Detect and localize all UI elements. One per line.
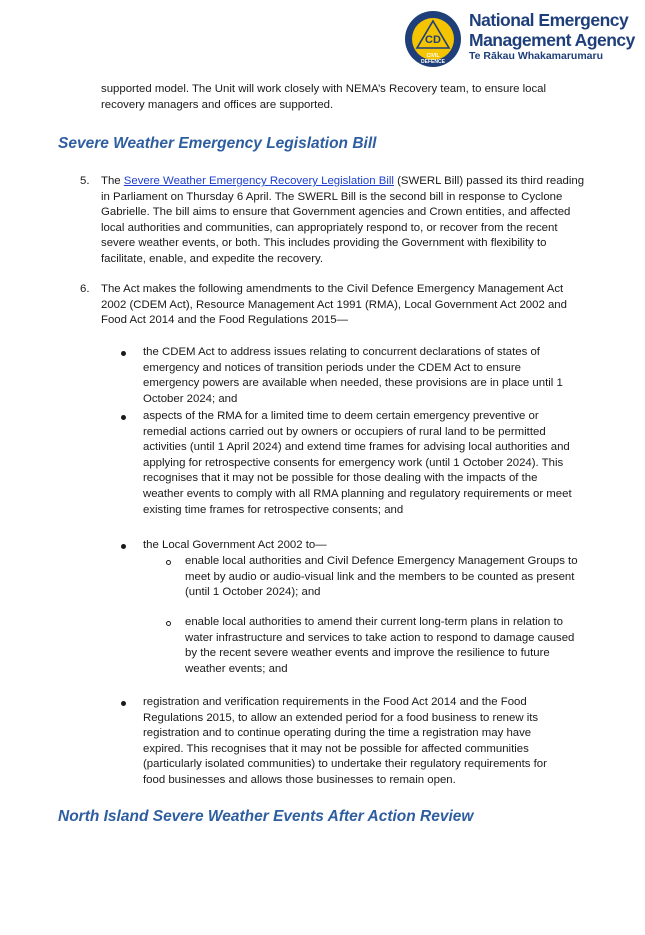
item-5-line-6: facilitate, enable, and expedite the recovery. [101, 252, 324, 265]
sub-1-line-3: (until 1 October 2024); and [185, 586, 321, 599]
item-6-line-1: The Act makes the following amendments to the Civil Defence Emergency Management Act [101, 283, 564, 295]
item-6-paragraph [101, 282, 588, 329]
swerl-bill-link[interactable]: Severe Weather Emergency Recovery Legislation Bill [123, 175, 394, 187]
bullet-4-line-1: registration and verification requirements in the Food Act 2014 and the Food [143, 696, 527, 708]
sub-1-line-1: enable local authorities and Civil Defence Emergency Management Groups to [185, 555, 578, 567]
sub-2-line-1: enable local authorities to amend their current long-term plans in relation to [185, 616, 563, 628]
bullet-1-line-2: emergency and notices of transition periods under the CDEM Act to ensure [143, 361, 521, 374]
bullet-4-line-6: food businesses and allows those businesses to remain open. [143, 773, 456, 786]
item-5-line-5: severe weather events, or both. This includes providing the Government with flexibility to [101, 237, 547, 250]
bullet-4-line-5: (particularly isolated communities) to undertake their regulatory requirements for [143, 758, 547, 771]
logo-line-3: Te Rākau Whakamarumaru [469, 50, 604, 62]
bullet-1-line-4: October 2024; and [143, 392, 238, 405]
nema-logo [404, 8, 640, 66]
bullet-2-line-4: applying for retrospective consents for emergency work (until 1 October 2024). This [143, 456, 564, 469]
bullet-4-line-2: Regulations 2015, to allow an extended period for a food business to renew its [143, 711, 539, 724]
intro-line-2: recovery managers and offices are supported. [101, 98, 334, 111]
item-5-line-3: Gabrielle. The bill aims to ensure that Government agencies and Crown entities, and affected [101, 206, 571, 219]
bullet-rma [143, 409, 588, 518]
item-5-pre-link: The [101, 175, 124, 187]
bullet-4-line-4: expired. This recognises that it may not be possible for affected communities [143, 742, 529, 755]
item-5-line-1 [101, 174, 588, 190]
bullet-dot [121, 351, 126, 356]
sub-bullet-circle [166, 621, 171, 626]
civil-defence-badge-icon [404, 10, 462, 68]
bullet-1-line-3: emergency powers are available when needed, these provisions are in place until 1 [143, 377, 563, 390]
item-number-5: 5. [80, 175, 90, 187]
bullet-2-line-6: weather events to comply with all RMA planning and regulatory requirements or meet [143, 487, 572, 500]
bullet-2-line-2: remedial actions carried out by owners or occupiers of rural land to be permitted [143, 425, 546, 438]
item-6-line-2: 2002 (CDEM Act), Resource Management Act 1991 (RMA), Local Government Act 2002 and [101, 298, 567, 311]
item-6-line-3: Food Act 2014 and the Food Regulations 2015— [101, 314, 348, 327]
section-heading-after-action-review: North Island Severe Weather Events After Action Review [58, 808, 474, 825]
bullet-2-line-3: activities (until 1 April 2024) and extend time frames for advising local authorities and [143, 441, 570, 454]
section-heading-swerl: Severe Weather Emergency Legislation Bill [58, 135, 377, 152]
bullet-dot [121, 544, 126, 549]
sub-2-line-2: water infrastructure and services to take action to respond to damage caused [185, 631, 575, 644]
bullet-4-line-3: registration and to continue operating during the time a registration may have [143, 727, 532, 740]
bullet-local-government-act: the Local Government Act 2002 to— [143, 539, 327, 551]
logo-line-2: Management Agency [469, 30, 635, 50]
logo-line-1: National Emergency [469, 10, 629, 30]
sub-1-line-2: meet by audio or audio-visual link and the members to be counted as present [185, 570, 575, 583]
badge-word-civil: CIVIL [426, 53, 440, 59]
item-5-line-2: in Parliament on Thursday 6 April. The SWERL Bill is the second bill in response to Cyclone [101, 190, 563, 203]
item-5-line-4: local authorities and communities, can appropriately respond to, or recover from the recent [101, 221, 558, 234]
badge-letters: CD [425, 34, 441, 46]
item-5-paragraph [101, 174, 588, 268]
bullet-dot [121, 701, 126, 706]
bullet-2-line-5: recognises that it may not be possible for those dealing with the impacts of the [143, 472, 538, 485]
sub-bullet-circle [166, 560, 171, 565]
bullet-dot [121, 415, 126, 420]
bullet-food-act [143, 695, 588, 789]
bullet-1-line-1: the CDEM Act to address issues relating to concurrent declarations of states of [143, 346, 540, 358]
logo-wordmark [469, 10, 635, 63]
sub-2-line-4: weather events; and [185, 662, 288, 675]
sub-2-line-3: by the recent severe weather events and improve the resilience to future [185, 647, 550, 660]
sub-bullet-long-term-plans [185, 615, 588, 677]
sub-bullet-audio-visual [185, 554, 588, 601]
intro-paragraph [101, 82, 571, 113]
item-number-6: 6. [80, 283, 90, 295]
badge-word-defence: DEFENCE [421, 59, 445, 65]
item-5-post-link: (SWERL Bill) passed its third reading [393, 175, 585, 187]
bullet-2-line-1: aspects of the RMA for a limited time to deem certain emergency preventive or [143, 410, 539, 422]
intro-line-1: supported model. The Unit will work closely with NEMA’s Recovery team, to ensure local [101, 83, 547, 95]
bullet-cdem-act [143, 345, 588, 407]
bullet-2-line-7: existing time frames for retrospective consents; and [143, 503, 404, 516]
